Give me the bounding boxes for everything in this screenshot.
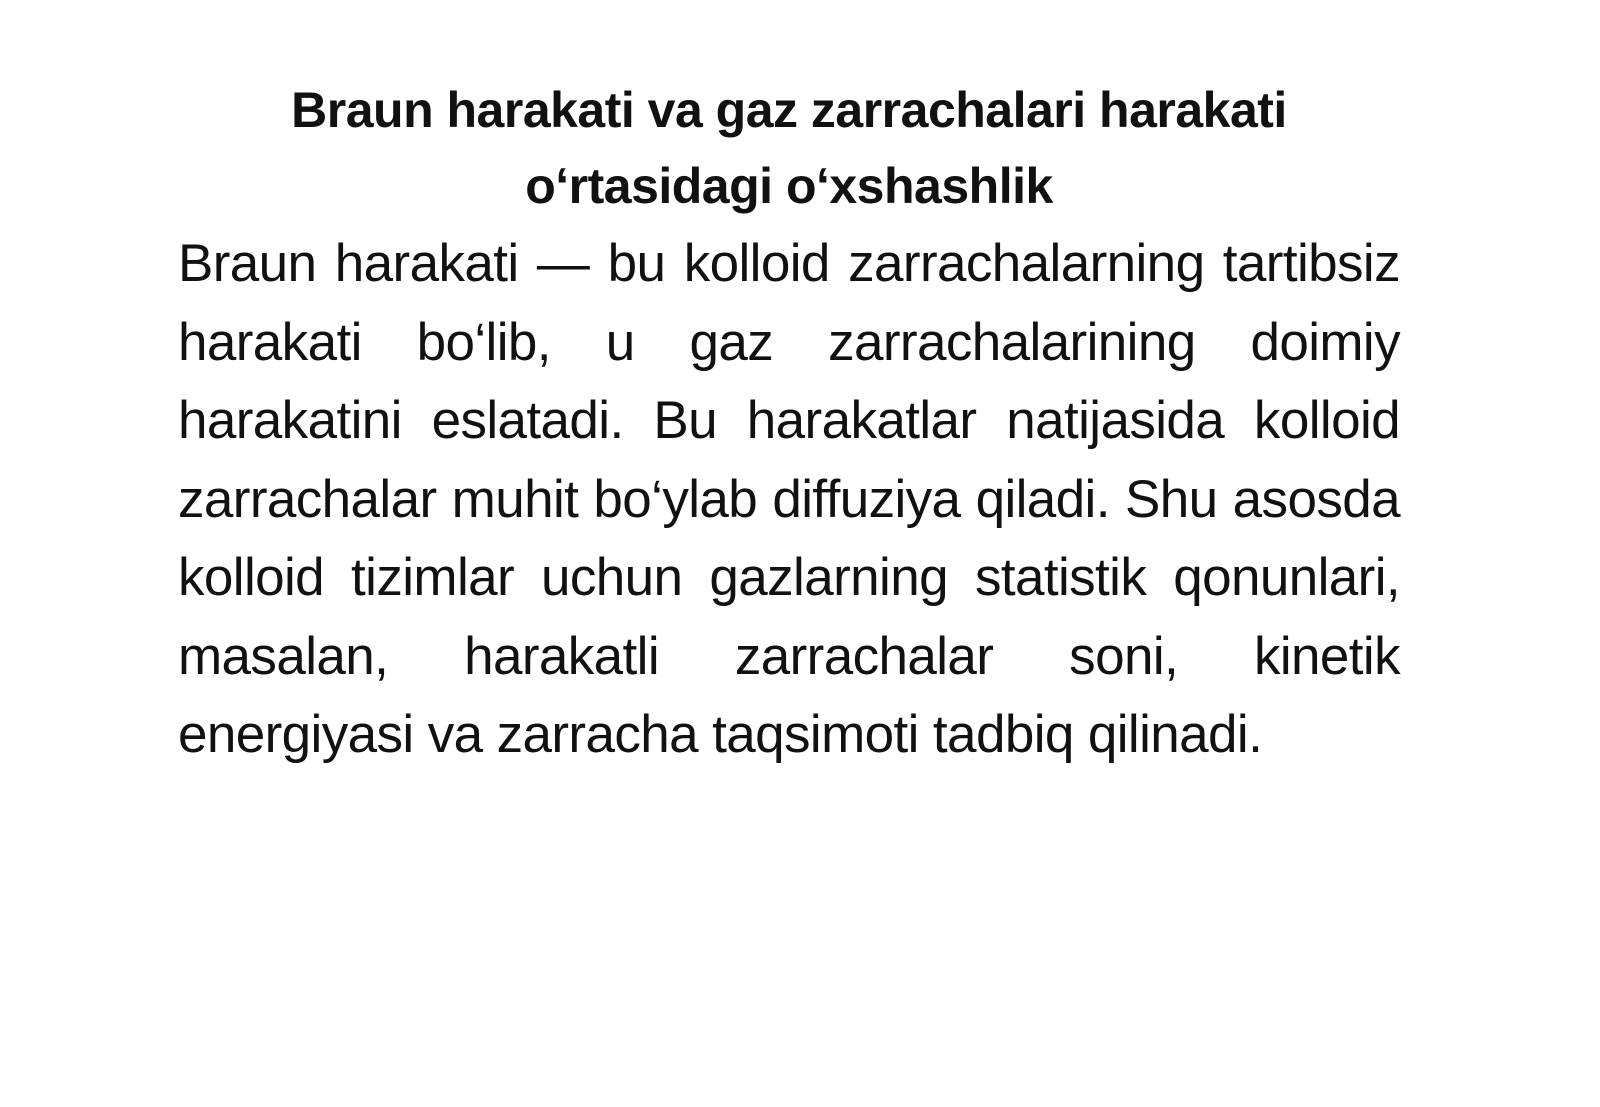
slide-title: Braun harakati va gaz zarrachalari harakati o‘rtasidagi o‘xshashlik [291, 82, 1287, 214]
slide-body-text: Braun harakati — bu kolloid zarrachalarning tartibsiz harakati bo‘lib, u gaz zarrachalarining doimiy harakatini eslatadi. Bu harakatlar natijasida kolloid zarrachalar muhit bo‘ylab diffuziya qiladi. Shu asosda kolloid tizimlar uchun gazlarning statistik qonunlari, masalan, harakatli zarrachalar soni, kinetik energiyasi va zarracha taqsimoti tadbiq qilinadi. [178, 234, 1400, 764]
